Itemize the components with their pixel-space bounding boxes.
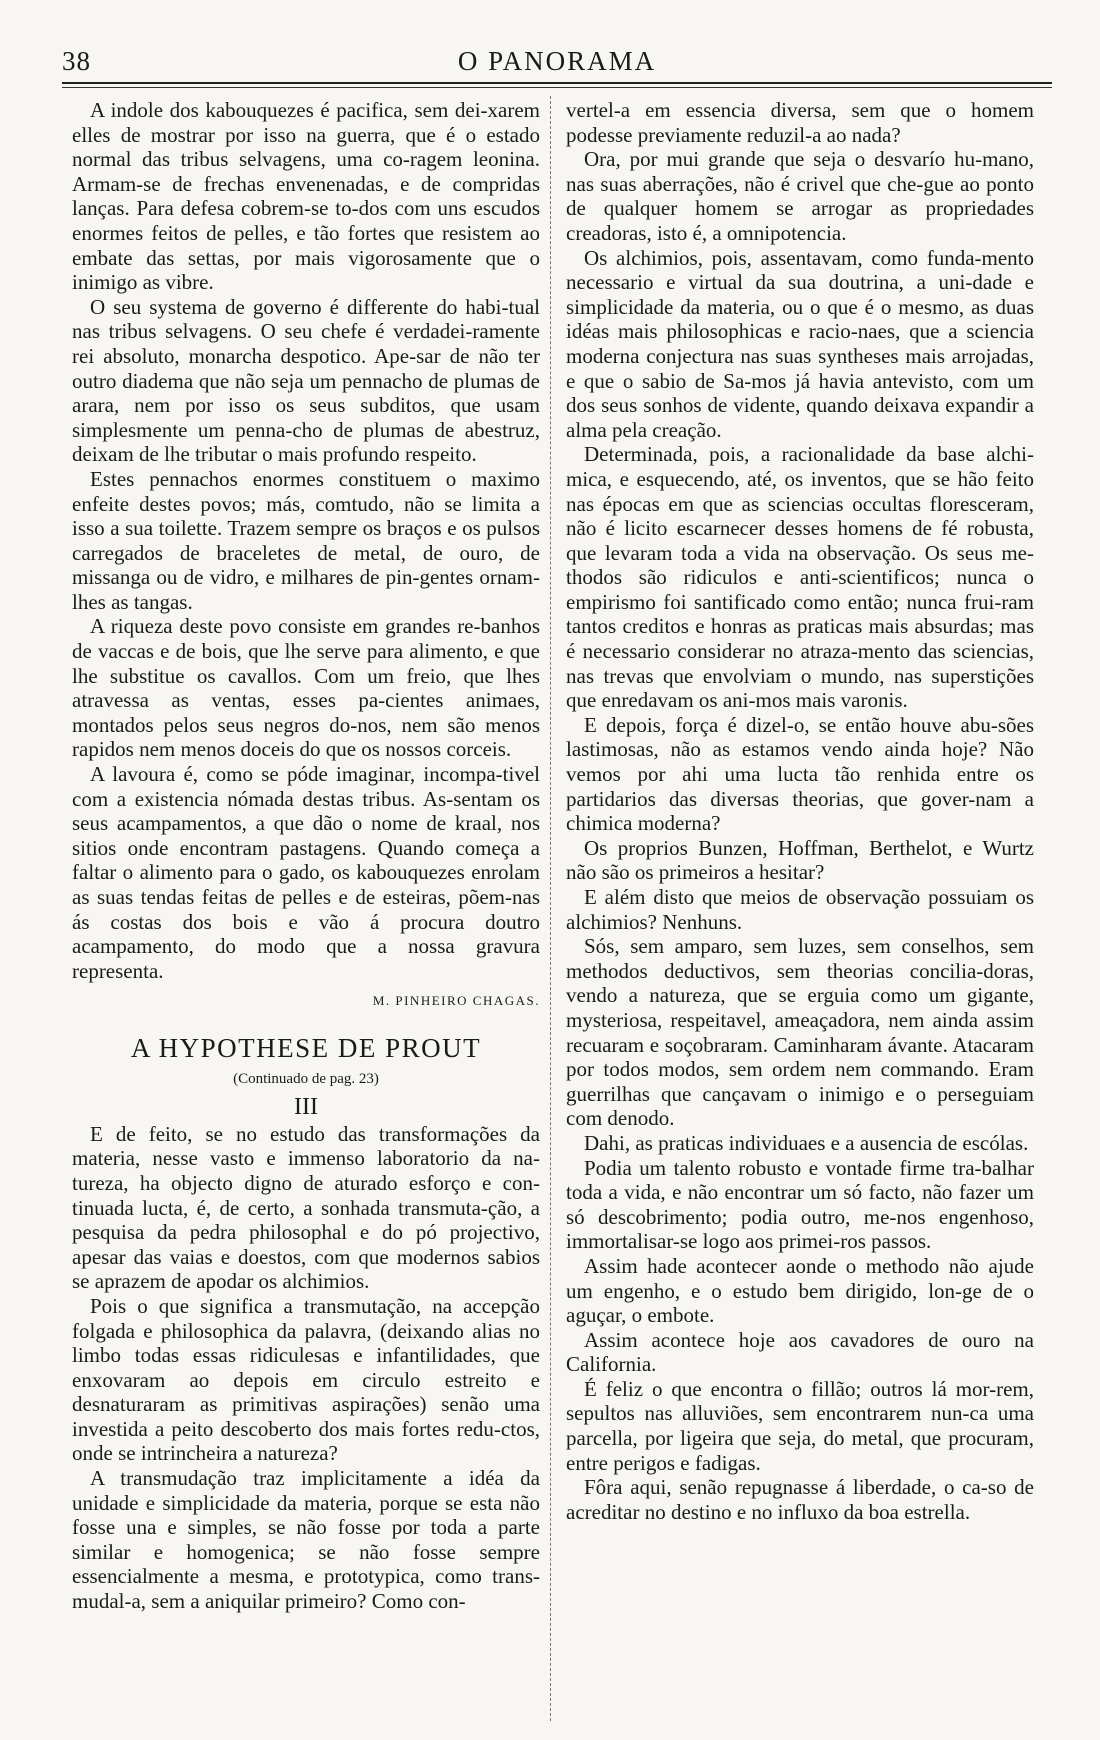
paragraph: Assim hade acontecer aonde o methodo não ajude um engenho, e o estudo bem dirigido, lon-ge de o aguçar, o embote. xyxy=(566,1253,1034,1328)
paragraph: A lavoura é, como se póde imaginar, incompa-tivel com a existencia nómada destas tribus. As-sentam os seus acampamentos, a que dão o nome de kraal, nos sitios onde encontram pastagens. Quando começa a faltar o alimento para o gado, os kabouquezes enrolam as suas tendas feitas de pelles e de esteiras, põem-nas ás costas dos bois e vão á procura doutro acampamento, do modo que a nossa gravura representa. xyxy=(72,762,540,983)
author-signature: M. PINHEIRO CHAGAS. xyxy=(372,993,540,1009)
paragraph: O seu systema de governo é differente do habi-tual nas tribus selvagens. O seu chefe é verdadei-ramente rei absoluto, monarcha despotico. Ape-sar de não ter outro diadema que não seja um pennacho de plumas de arara, nem por isso os seus subditos, que usam simplesmente um penna-cho de plumas de abestruz, deixam de lhe tributar o mais profundo respeito. xyxy=(72,294,540,467)
paragraph: E depois, força é dizel-o, se então houve abu-sões lastimosas, não as estamos vendo ainda hoje? Não vemos por ahi uma lucta tão renhida entre os partidarios das diversas theorias, que gover-nam a chimica moderna? xyxy=(566,712,1034,836)
paragraph: A transmudação traz implicitamente a idéa da unidade e simplicidade da materia, porque se esta não fosse una e simples, se não fosse por toda a parte similar e homogenica; se não fosse sempre essencialmente a mesma, e prototypica, como trans-mudal-a, sem a aniquilar primeiro? Como con- xyxy=(72,1466,540,1614)
left-column xyxy=(72,98,540,1614)
paragraph: Os alchimios, pois, assentavam, como funda-mento necessario e virtual da sua doutrina, a uni-dade e simplicidade da materia, ou o que é o mesmo, as duas idéas mais philosophicas e racio-naes, que a sciencia moderna conjectura nas suas syntheses mais arrojadas, e que o sabio de Sa-mos já havia antevisto, com um dos seus sonhos de vidente, quando deixava expandir a alma pela creação. xyxy=(566,245,1034,442)
right-column xyxy=(566,98,1034,1524)
paragraph: A indole dos kabouquezes é pacifica, sem dei-xarem elles de mostrar por isso na guerra, que é o estado normal das tribus selvagens, uma co-ragem leonina. Armam-se de frechas envenenadas, e de compridas lanças. Para defesa cobrem-se to-dos com uns escudos enormes feitos de pelles, e tão fortes que resistem ao embate das settas, por mais vigorosamente que o inimigo as vibre. xyxy=(72,98,540,295)
paragraph: Assim acontece hoje aos cavadores de ouro na California. xyxy=(566,1327,1034,1377)
section-subtitle: (Continuado de pag. 23) xyxy=(233,1070,379,1087)
paragraph: Ora, por mui grande que seja o desvarío hu-mano, nas suas aberrações, não é crivel que che-gue ao ponto de qualquer homem se arrogar as propriedades creadoras, isto é, a omnipotencia. xyxy=(566,147,1034,245)
section-number: III xyxy=(294,1094,318,1121)
header-rule-thin xyxy=(62,87,1052,88)
paragraph: Dahi, as praticas individuaes e a ausencia de escólas. xyxy=(584,1130,1029,1155)
page-header xyxy=(62,40,1052,80)
paragraph: vertel-a em essencia diversa, sem que o homem podesse previamente reduzil-a ao nada? xyxy=(566,98,1034,147)
paragraph: Pois o que significa a transmutação, na accepção folgada e philosophica da palavra, (deixando alias no limbo todas essas ridiculesas e infantilidades, que enxovaram ao depois em circulo estreito e desnaturaram as primitivas aspirações) senão uma investida a peito descoberto dos mais fortes redu-ctos, onde se intrincheira a natureza? xyxy=(72,1293,540,1466)
paragraph: Estes pennachos enormes constituem o maximo enfeite destes povos; más, comtudo, não se limita a isso a sua toilette. Trazem sempre os braços e os pulsos carregados de braceletes de metal, de ouro, de missanga ou de vidro, e milhares de pin-gentes ornam-lhes as tangas. xyxy=(72,466,540,614)
paragraph: Determinada, pois, a racionalidade da base alchi-mica, e esquecendo, até, os inventos, que se hão feito nas épocas em que as sciencias occultas floresceram, não é licito escarnecer desses homens de fé robusta, que levaram toda a vida na observação. Os seus me-thodos são ridiculos e anti-scientificos; nunca o empirismo foi santificado como então; nunca frui-ram tantos creditos e honras as praticas mais absurdas; mas é necessario considerar no atraza-mento das sciencias, nas trevas que envolviam o mundo, nas superstições que enredavam os ani-mos mais varonis. xyxy=(566,442,1034,713)
paragraph: É feliz o que encontra o fillão; outros lá mor-rem, sepultos nas alluviões, sem encontrarem nun-ca uma parcella, por ligeira que seja, do metal, que procuram, entre perigos e fadigas. xyxy=(566,1376,1034,1475)
paragraph: Os proprios Bunzen, Hoffman, Berthelot, e Wurtz não são os primeiros a hesitar? xyxy=(566,835,1034,885)
paragraph: Podia um talento robusto e vontade firme tra-balhar toda a vida, e não encontrar um só facto, não fazer um só descobrimento; podia outro, me-nos engenhoso, immortalisar-se logo aos primei-ros passos. xyxy=(566,1155,1034,1254)
page-number: 38 xyxy=(62,46,91,76)
paragraph: A riqueza deste povo consiste em grandes re-banhos de vaccas e de bois, que lhe serve para alimento, e que lhe substitue os cavallos. Com um freio, que lhes atravessa as ventas, esses pa-cientes animaes, montados pelos seus negros do-nos, nem são menos rapidos nem menos doceis do que os nossos corceis. xyxy=(72,614,540,762)
column-divider xyxy=(550,96,551,1721)
running-title: O PANORAMA xyxy=(457,46,657,76)
paragraph: Sós, sem amparo, sem luzes, sem conselhos, sem methodos deductivos, sem theorias concilia-doras, vendo a natureza, que se erguia como um gigante, mysteriosa, respeitavel, ameaçadora, nem ainda assim recuaram e soçobraram. Caminharam ávante. Atacaram por todos modos, sem ordem nem commando. Eram guerrilhas que cançavam o inimigo e o perseguiam com denodo. xyxy=(566,934,1034,1131)
paragraph: Fôra aqui, senão repugnasse á liberdade, o ca-so de acreditar no destino e no influxo da boa estrella. xyxy=(566,1475,1034,1524)
paragraph: E de feito, se no estudo das transformações da materia, nesse vasto e immenso laboratorio da na-tureza, ha objecto digno de aturado esforço e con-tinuada lucta, é, de certo, a sonhada transmuta-ção, a pesquisa da pedra philosophal e do pó projectivo, apesar das vaias e doestos, com que modernos sabios se aprazem de apodar os alchimios. xyxy=(72,1121,540,1294)
header-rule-thick xyxy=(62,82,1052,84)
paragraph: E além disto que meios de observação possuiam os alchimios? Nenhuns. xyxy=(566,885,1034,934)
section-title: A HYPOTHESE DE PROUT xyxy=(130,1032,482,1063)
